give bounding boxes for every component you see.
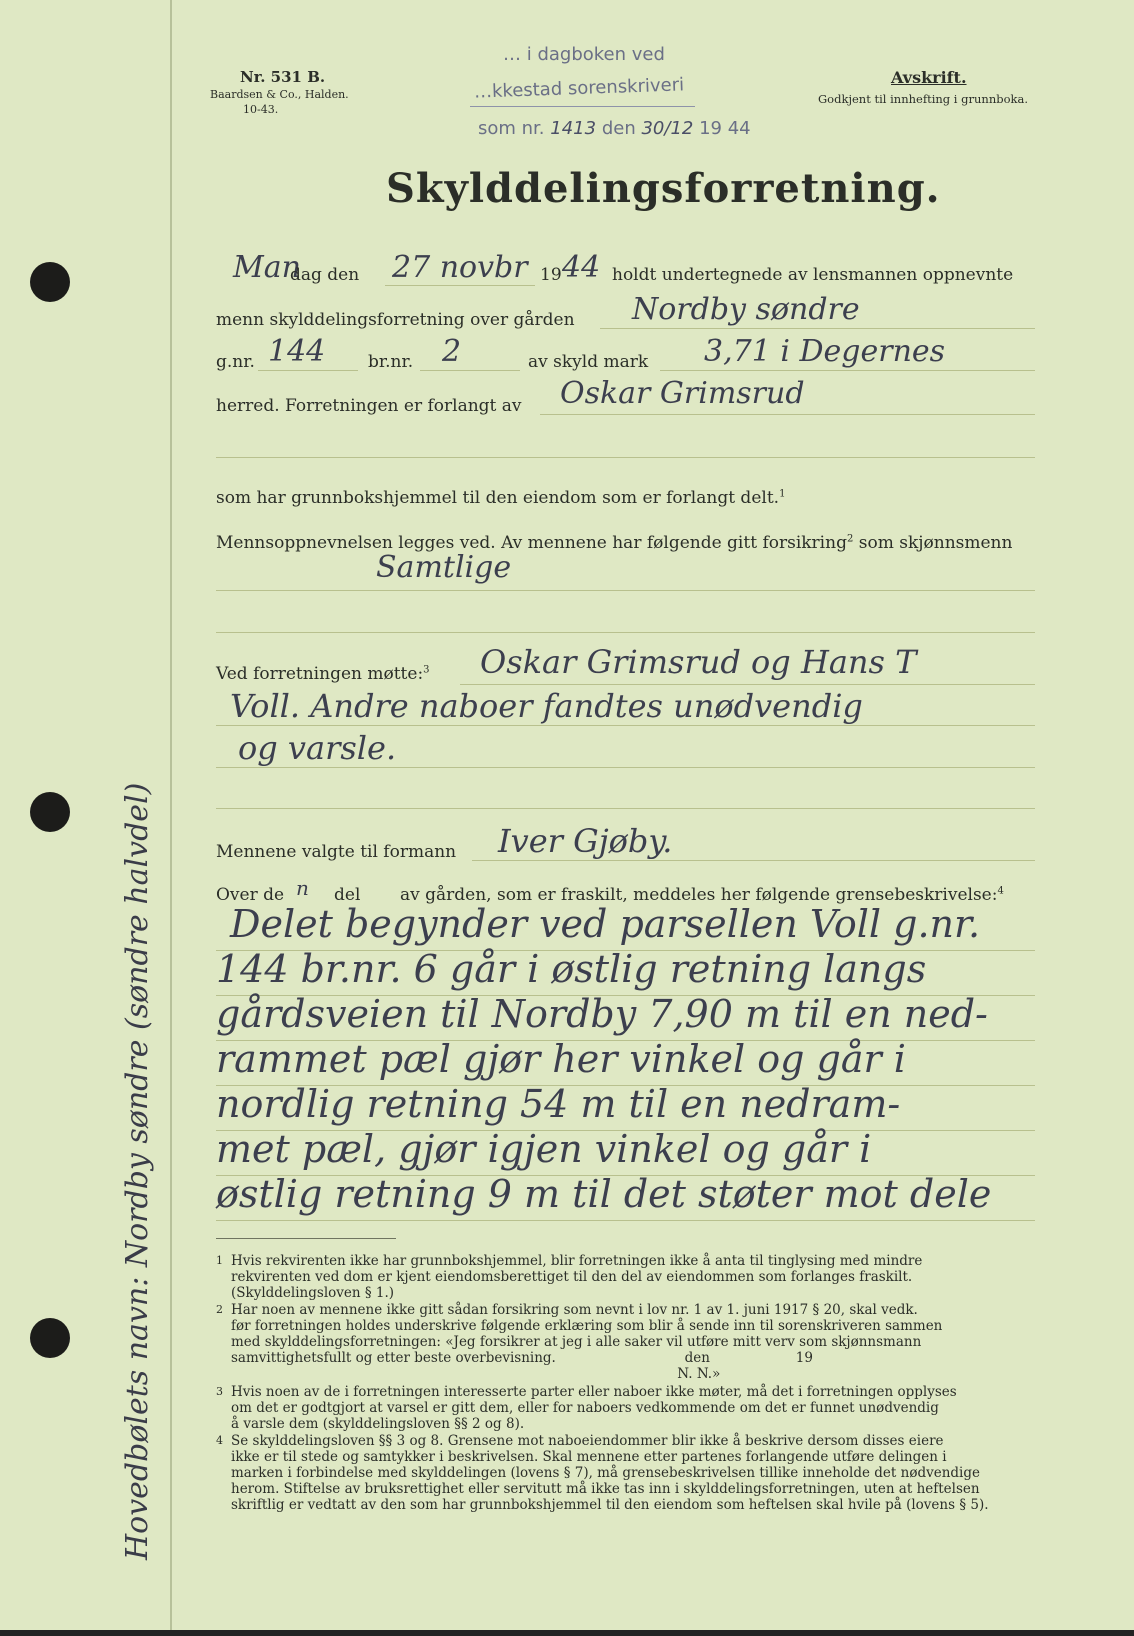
menn-label: Mennsoppnevnelsen legges ved. Av mennene har følgende gitt forsikring bbox=[216, 533, 847, 553]
footnote-2-line-5: N. N.» bbox=[231, 1366, 721, 1382]
mote-text bbox=[216, 664, 430, 684]
description-line-6: met pæl, gjør igjen vinkel og går i bbox=[216, 1127, 872, 1171]
skyld-handwritten: 3,71 i Degernes bbox=[704, 334, 946, 369]
binding-edge bbox=[170, 0, 172, 1636]
skyld-label: av skyld mark bbox=[528, 352, 649, 372]
print-code: 10-43. bbox=[243, 103, 279, 116]
form-number: Nr. 531 B. bbox=[240, 68, 326, 86]
footnote-ref-4: 4 bbox=[997, 885, 1004, 897]
description-line-2: 144 br.nr. 6 går i østlig retning langs bbox=[216, 947, 927, 991]
footnote-3-line-3: å varsle dem (skylddelingsloven §§ 2 og 8). bbox=[231, 1416, 525, 1432]
description-line-1: Delet begynder ved parsellen Voll g.nr. bbox=[230, 902, 981, 946]
formann-handwritten: Iver Gjøby. bbox=[498, 822, 673, 860]
menn-rule bbox=[216, 590, 1035, 591]
formann-rule bbox=[472, 860, 1035, 861]
footnote-2-line-3: med skylddelingsforretningen: «Jeg forsikrer at jeg i alle saker vil utføre mitt verv som skjønnsmann bbox=[231, 1334, 922, 1350]
approval-text: Godkjent til innhefting i grunnboka. bbox=[818, 92, 1028, 106]
desc-rule-7 bbox=[216, 1220, 1035, 1221]
stamp-den: den bbox=[601, 118, 636, 139]
footnote-4-line-1: Se skylddelingsloven §§ 3 og 8. Grensene mot naboeiendommer blir ikke å beskrive dersom disses eiere bbox=[231, 1433, 944, 1449]
over-text-1: Over de bbox=[216, 885, 285, 905]
footnote-2 bbox=[216, 1302, 943, 1382]
farm-handwritten: Nordby søndre bbox=[632, 292, 860, 327]
printer-name: Baardsen & Co., Halden. bbox=[210, 88, 349, 101]
day-printed: dag den bbox=[290, 265, 360, 285]
menn-handwritten: Samtlige bbox=[376, 550, 512, 585]
description-line-5: nordlig retning 54 m til en nedram- bbox=[216, 1082, 901, 1126]
day-handwritten: Man bbox=[233, 250, 301, 285]
footnote-ref-3: 3 bbox=[423, 664, 430, 676]
mote-handwritten-3: og varsle. bbox=[238, 729, 397, 767]
over-text-2: del bbox=[334, 885, 361, 905]
footnote-3-number: 3 bbox=[216, 1385, 223, 1398]
stamp-prefix: som nr. bbox=[478, 118, 545, 139]
hjemmel-text bbox=[216, 488, 785, 508]
footnote-1-number: 1 bbox=[216, 1254, 223, 1267]
punch-hole-middle bbox=[30, 792, 70, 832]
requester-handwritten: Oskar Grimsrud bbox=[560, 376, 805, 411]
description-line-3: gårdsveien til Nordby 7,90 m til en ned- bbox=[216, 992, 988, 1036]
blank-rule-1 bbox=[216, 457, 1035, 458]
punch-hole-top bbox=[30, 262, 70, 302]
footnote-1-line-1: Hvis rekvirenten ikke har grunnbokshjemmel, blir forretningen ikke å anta til tinglysing med mindre bbox=[231, 1253, 923, 1269]
formann-label: Mennene valgte til formann bbox=[216, 842, 457, 862]
over-label: av gården, som er fraskilt, meddeles her følgende grensebeskrivelse: bbox=[400, 885, 998, 905]
footnote-ref-2: 2 bbox=[846, 533, 854, 545]
footnote-ref-1: 1 bbox=[779, 488, 786, 500]
brnr-rule bbox=[420, 370, 520, 371]
footnote-3-line-2: om det er godtgjort at varsel er gitt dem, eller for naboers vedkommende om det er funnet unødvendig bbox=[231, 1400, 939, 1416]
brnr-handwritten: 2 bbox=[442, 334, 462, 369]
mote-rule-3 bbox=[216, 767, 1035, 768]
line1-rest: holdt undertegnede av lensmannen oppnevnte bbox=[612, 265, 1014, 285]
footnote-2-line-1: Har noen av mennene ikke gitt sådan forsikring som nevnt i lov nr. 1 av 1. juni 1917 § 20, skal vedk. bbox=[231, 1302, 918, 1318]
gnr-label: g.nr. bbox=[216, 352, 255, 372]
mote-rule-2 bbox=[216, 725, 1035, 726]
bottom-edge bbox=[0, 1630, 1134, 1636]
gnr-rule bbox=[258, 370, 358, 371]
blank-rule-3 bbox=[216, 808, 1035, 809]
document-title: Skylddelingsforretning. bbox=[386, 165, 941, 212]
stamp-line-1: … i dagboken ved bbox=[503, 44, 665, 65]
requester-rule bbox=[540, 414, 1035, 415]
hjemmel-label: som har grunnbokshjemmel til den eiendom som er forlangt delt. bbox=[216, 488, 780, 508]
date-handwritten: 27 novbr bbox=[392, 250, 528, 285]
stamp-line-3 bbox=[478, 118, 751, 139]
farm-label: menn skylddelingsforretning over gården bbox=[216, 310, 575, 330]
brnr-label: br.nr. bbox=[368, 352, 414, 372]
copy-label: Avskrift. bbox=[891, 68, 967, 87]
stamp-line-2: …kkestad sorenskriveri bbox=[473, 74, 685, 103]
footnote-1-line-2: rekvirenten ved dom er kjent eiendomsberettiget til den del av eiendommen som forlanges fraskilt. bbox=[231, 1269, 913, 1285]
year-handwritten: 44 bbox=[562, 250, 601, 285]
mote-rule-1 bbox=[460, 684, 1035, 685]
description-line-4: rammet pæl gjør her vinkel og går i bbox=[216, 1037, 906, 1081]
year-prefix: 19 bbox=[540, 265, 562, 285]
stamp-rule bbox=[470, 106, 695, 107]
menn-label-2: som skjønnsmenn bbox=[858, 533, 1013, 553]
stamp-year: 19 44 bbox=[699, 118, 751, 139]
stamp-journal-number: 1413 bbox=[550, 118, 597, 139]
over-handwritten: n bbox=[296, 876, 309, 900]
footnote-4-line-2: ikke er til stede og samtykker i beskrivelsen. Skal mennene etter partenes forlangende utføre delingen i bbox=[231, 1449, 947, 1465]
footnote-1 bbox=[216, 1253, 923, 1301]
footnote-4-number: 4 bbox=[216, 1434, 223, 1447]
mote-handwritten-1: Oskar Grimsrud og Hans T bbox=[480, 643, 917, 681]
footnote-4-line-3: marken i forbindelse med skylddelingen (lovens § 7), må grensebeskrivelsen tillike inneholde det nødvendige bbox=[231, 1465, 980, 1481]
footnote-1-line-3: (Skylddelingsloven § 1.) bbox=[231, 1285, 395, 1301]
farm-rule bbox=[600, 328, 1035, 329]
herred-label: herred. Forretningen er forlangt av bbox=[216, 396, 522, 416]
description-line-7: østlig retning 9 m til det støter mot dele bbox=[216, 1172, 992, 1216]
footnote-2-number: 2 bbox=[216, 1303, 223, 1316]
footnote-4-line-4: herom. Stiftelse av bruksrettighet eller servitutt må ikke tas inn i skylddelingsforretningen, uten at heftelsen bbox=[231, 1481, 980, 1497]
margin-handwritten-note: Hovedbølets navn: Nordby søndre (søndre halvdel) bbox=[120, 782, 155, 1560]
footnote-separator bbox=[216, 1238, 396, 1239]
footnote-2-line-2: før forretningen holdes underskrive følgende erklæring som blir å sende inn til sorenskriveren sammen bbox=[231, 1318, 943, 1334]
date-rule bbox=[385, 285, 535, 286]
footnote-3 bbox=[216, 1384, 957, 1432]
mote-label: Ved forretningen møtte: bbox=[216, 664, 424, 684]
menn-text bbox=[216, 533, 1012, 553]
footnote-3-line-1: Hvis noen av de i forretningen interesserte parter eller naboer ikke møter, må det i forretningen opplyses bbox=[231, 1384, 957, 1400]
punch-hole-bottom bbox=[30, 1318, 70, 1358]
gnr-handwritten: 144 bbox=[268, 334, 326, 369]
mote-handwritten-2: Voll. Andre naboer fandtes unødvendig bbox=[230, 687, 863, 725]
footnote-4 bbox=[216, 1433, 989, 1513]
footnote-4-line-5: skriftlig er vedtatt av den som har grunnbokshjemmel til den eiendom som heftelsen skal hvile på (lovens § 5). bbox=[231, 1497, 989, 1513]
stamp-date: 30/12 bbox=[641, 118, 694, 139]
skyld-rule bbox=[660, 370, 1035, 371]
blank-rule-2 bbox=[216, 632, 1035, 633]
footnote-2-line-4: samvittighetsfullt og etter beste overbevisning. den 19 bbox=[231, 1350, 813, 1366]
